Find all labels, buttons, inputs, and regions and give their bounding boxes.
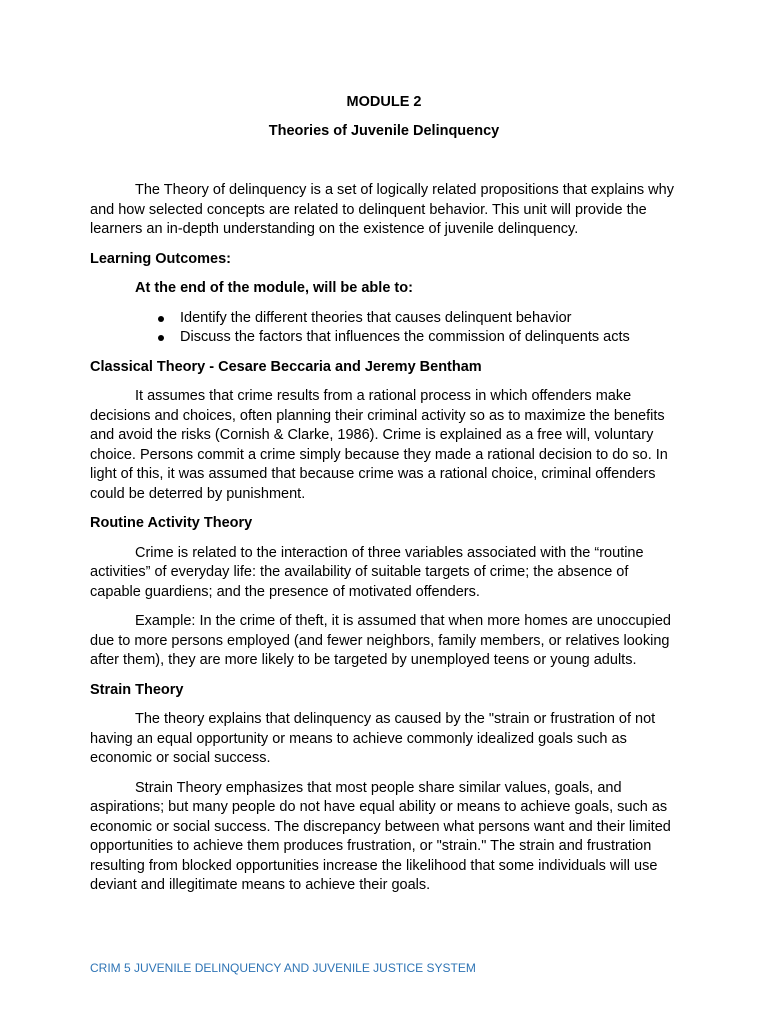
bullet-icon [158, 335, 164, 341]
list-item [158, 328, 682, 348]
strain-theory-paragraph-2: Strain Theory emphasizes that most people share similar values, goals, and aspirations; but many people do not have equal ability or means to achieve goals, such as economic or social success. The discrepancy between what persons want and their limited opportunities to achieve them produces frustration, or "strain." The strain and frustration resulting from blocked opportunities increase the likelihood that some individuals will use deviant and illegitimate means to achieve their goals. [90, 779, 671, 893]
module-title: Theories of Juvenile Delinquency [268, 123, 500, 139]
learning-outcomes-list [90, 309, 682, 348]
routine-activity-heading: Routine Activity Theory [90, 515, 253, 531]
list-item-text: Discuss the factors that influences the commission of delinquents acts [180, 329, 630, 345]
module-label: MODULE 2 [346, 94, 422, 110]
list-item-text: Identify the different theories that causes delinquent behavior [180, 309, 572, 326]
page-footer: CRIM 5 JUVENILE DELINQUENCY AND JUVENILE JUSTICE SYSTEM [90, 961, 476, 975]
strain-theory-paragraph: The theory explains that delinquency as caused by the "strain or frustration of not having an equal opportunity or means to achieve commonly idealized goals such as economic or social success. [90, 711, 656, 766]
bullet-icon [158, 316, 164, 322]
routine-activity-example: Example: In the crime of theft, it is assumed that when more homes are unoccupied due to more persons employed (and fewer neighbors, family members, or relatives looking after them), they are more likely to be targeted by unemployed teens or young adults. [90, 613, 671, 668]
classical-theory-paragraph: It assumes that crime results from a rational process in which offenders make decisions and choices, often planning their criminal activity so as to maximize the benefits and avoid the risks (Cornish & Clarke, 1986). Crime is explained as a free will, voluntary choice. Persons commit a crime simply because they made a rational decision to do so. In light of this, it was assumed that because crime was a rational choice, criminal offenders could be deterred by punishment. [90, 388, 668, 502]
intro-paragraph: The Theory of delinquency is a set of logically related propositions that explains why and how selected concepts are related to delinquent behavior. This unit will provide the learners an in-depth understanding on the existence of juvenile delinquency. [90, 182, 674, 237]
learning-outcomes-heading: Learning Outcomes: [90, 250, 231, 267]
document-body [90, 181, 682, 906]
classical-theory-heading: Classical Theory - Cesare Beccaria and Jeremy Bentham [90, 358, 482, 375]
learning-outcomes-subheading: At the end of the module, will be able to: [135, 280, 413, 296]
routine-activity-paragraph: Crime is related to the interaction of three variables associated with the “routine activities” of everyday life: the availability of suitable targets of crime; the absence of capable guardiens; and the presence of motivated offenders. [90, 544, 644, 600]
strain-theory-heading: Strain Theory [90, 681, 184, 698]
list-item [158, 309, 682, 329]
